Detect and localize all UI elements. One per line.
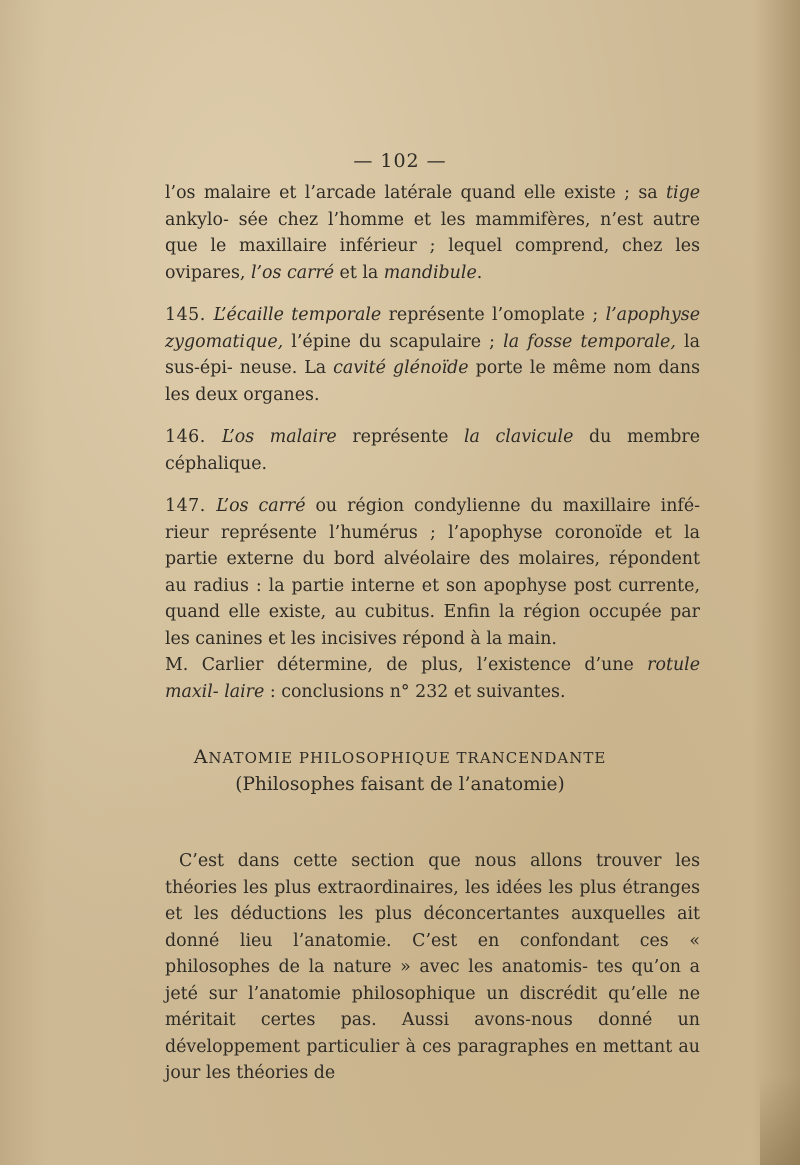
- paragraph-carlier: [165, 652, 700, 705]
- text-run: et la: [334, 262, 384, 283]
- text-run: représente l’omoplate ;: [381, 305, 606, 325]
- text-run: la sus-épi- neuse. La: [165, 331, 700, 378]
- paragraph-number: 145.: [165, 305, 214, 325]
- text-block-bottom: [165, 848, 700, 1087]
- italic-run: la clavicule: [464, 427, 574, 447]
- italic-run: L’écaille temporale: [213, 305, 382, 325]
- page-edge-shadow: [760, 1075, 800, 1165]
- section-subheading: (Philosophes faisant de l’anatomie): [235, 774, 565, 795]
- text-block-top: [165, 180, 700, 705]
- heading-rest: NATOMIE PHILOSOPHIQUE TRANCENDANTE: [208, 749, 607, 767]
- italic-run: L’os malaire: [221, 427, 337, 447]
- italic-run: rotule maxil- laire: [165, 655, 700, 702]
- page-number: — 102 —: [353, 150, 447, 172]
- italic-run: cavité glénoïde: [333, 358, 469, 378]
- text-run: porte le même nom dans les deux organes.: [165, 358, 700, 405]
- text-run: : conclusions n° 232 et suivantes.: [264, 681, 566, 702]
- section-heading: [0, 746, 800, 768]
- italic-run: L’os carré: [216, 496, 306, 516]
- text-run: M. Carlier détermine, de plus, l’existence d’une: [165, 655, 648, 675]
- paragraph-number: 146.: [165, 427, 222, 447]
- text-run: l’épine du scapulaire ;: [283, 331, 504, 352]
- text-run: ankylo- sée chez l’homme et les mammifères, n’est autre que le maxillaire inférieur ; lequel comprend, chez les ovipares,: [165, 209, 700, 283]
- paragraph-section-intro: C’est dans cette section que nous allons trouver les théories les plus extraordinaires, les idées les plus étranges et les déductions les plus déconcertantes auxquelles ait donné lieu l’anatomie. C’est en confondant ces « philosophes de la nature » avec les anatomis- tes qu’on a jeté sur l’anatomie philosophique un discrédit qu’elle ne méritait certes pas. Aussi avons-nous donné un développement particulier à ces paragraphes en mettant au jour les théories de: [165, 851, 700, 1083]
- paragraph-continuation: [165, 180, 700, 286]
- heading-initial: A: [193, 746, 209, 768]
- italic-run: la fosse temporale,: [503, 331, 676, 352]
- italic-run: mandibule: [383, 262, 477, 283]
- italic-run: tige: [666, 183, 700, 203]
- text-run: ou région condylienne du maxillaire infé- rieur représente l’humérus ; l’apophyse coronoïde et la partie externe du bord alvéolaire des molaires, répondent au radius : la partie interne et son apophyse post currente, quand elle existe, au cubitus. Enfin la région occupée par les canines et les incisives répond à la main.: [165, 496, 701, 649]
- italic-run: l’apophyse zygomatique,: [165, 305, 701, 352]
- paragraph-145: [165, 302, 700, 408]
- italic-run: l’os carré: [250, 262, 334, 283]
- paragraph-number: 147.: [165, 496, 217, 516]
- paragraph-146: [165, 424, 700, 477]
- text-run: .: [476, 262, 483, 283]
- text-run: du membre céphalique.: [165, 427, 700, 474]
- text-run: représente: [336, 427, 464, 447]
- paragraph-147: [165, 493, 700, 652]
- text-run: l’os malaire et l’arcade latérale quand elle existe ; sa: [165, 183, 667, 203]
